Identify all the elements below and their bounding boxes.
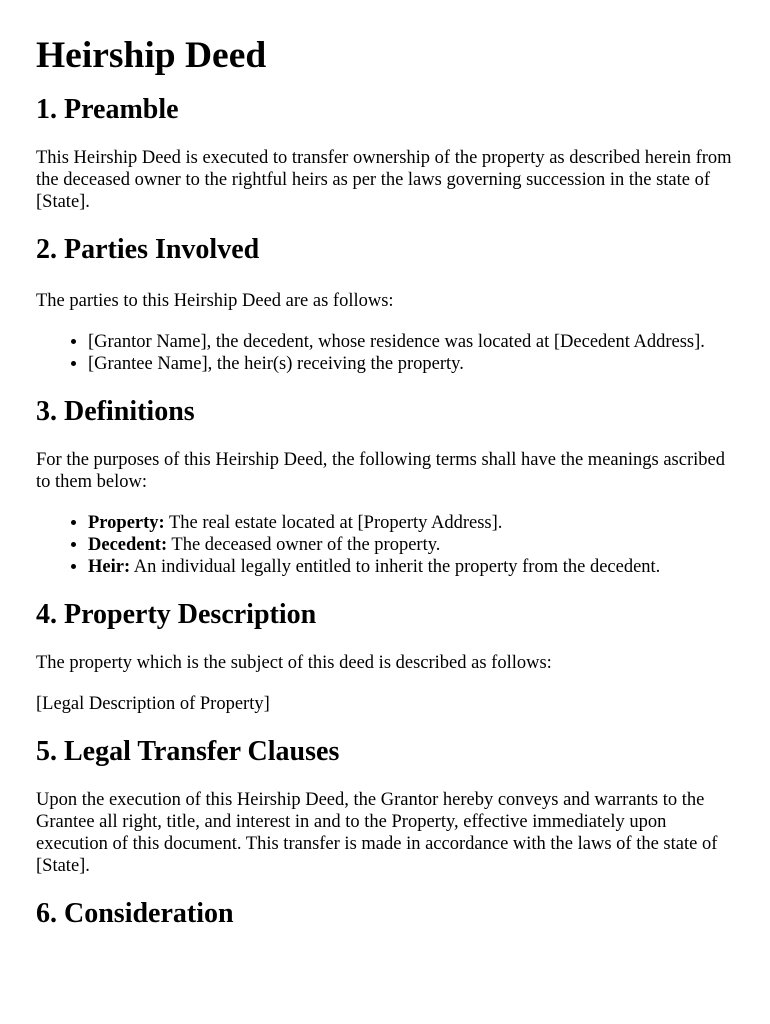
legal-description-placeholder: [Legal Description of Property] <box>36 694 270 714</box>
list-item: • [Grantee Name], the heir(s) receiving the property. <box>88 353 734 375</box>
section-heading-definitions: 3. Definitions <box>36 396 195 427</box>
section-heading-property-description: 4. Property Description <box>36 599 317 630</box>
preamble-text: This Heirship Deed is executed to transfer ownership of the property as described herein from the deceased owner to the rightful heirs as per the laws governing succession in the state of [State]. <box>36 148 732 212</box>
parties-intro-text: The parties to this Heirship Deed are as follows: <box>36 291 394 311</box>
parties-list <box>36 331 734 375</box>
definition-term: Heir: <box>88 557 131 577</box>
list-item <box>88 534 734 556</box>
definitions-list <box>36 512 734 578</box>
definitions-intro-text: For the purposes of this Heirship Deed, the following terms shall have the meanings ascribed to them below: <box>36 450 725 492</box>
definition-text: An individual legally entitled to inherit the property from the decedent. <box>130 557 661 577</box>
list-item <box>88 556 734 578</box>
definition-text: The real estate located at [Property Address]. <box>164 513 503 533</box>
list-item: • [Grantor Name], the decedent, whose residence was located at [Decedent Address]. <box>88 331 734 353</box>
section-heading-transfer-clauses: 5. Legal Transfer Clauses <box>36 736 340 767</box>
definition-term: Decedent: <box>88 535 168 555</box>
property-description-text: The property which is the subject of this deed is described as follows: <box>36 653 552 673</box>
section-heading-consideration: 6. Consideration <box>36 898 234 929</box>
list-item <box>88 512 734 534</box>
definition-text: The deceased owner of the property. <box>167 535 441 555</box>
section-heading-parties: 2. Parties Involved <box>36 234 260 265</box>
section-heading-preamble: 1. Preamble <box>36 94 179 125</box>
document-title: Heirship Deed <box>36 35 267 76</box>
definition-term: Property: <box>88 513 165 533</box>
transfer-clauses-text: Upon the execution of this Heirship Deed, the Grantor hereby conveys and warrants to the Grantee all right, title, and interest in and to the Property, effective immediately upon execution of this document. This transfer is made in accordance with the laws of the state of [State]. <box>36 790 718 876</box>
